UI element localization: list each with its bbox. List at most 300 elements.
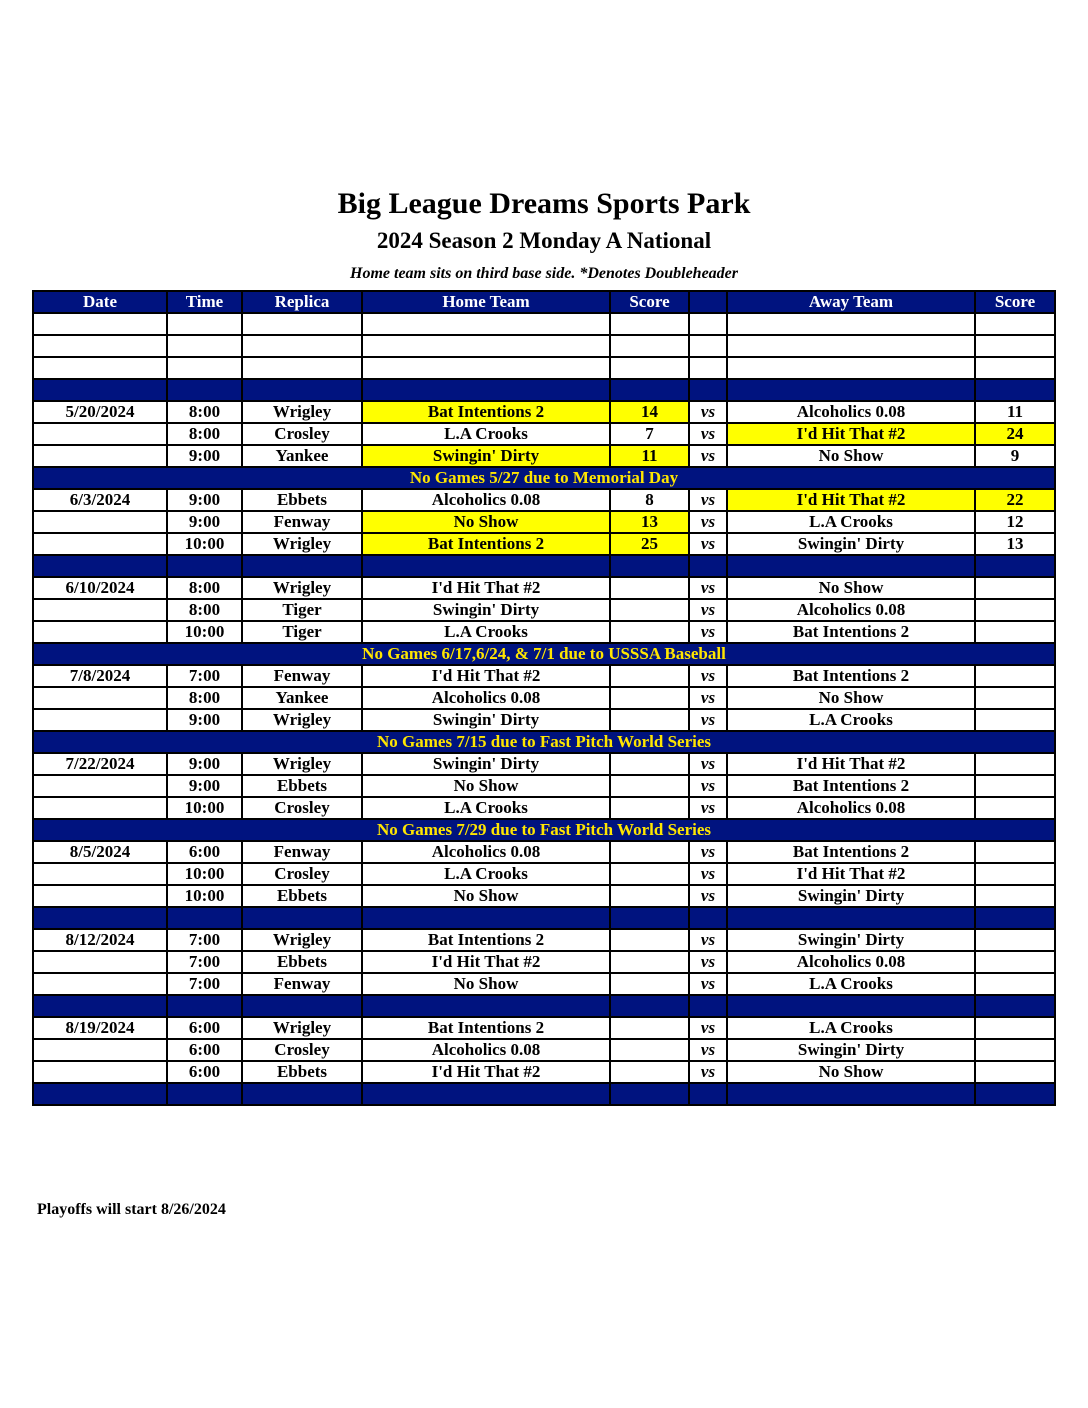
vs-cell: vs (689, 797, 727, 819)
home-score-cell (610, 665, 689, 687)
away-score-cell (975, 599, 1055, 621)
vs-cell: vs (689, 1017, 727, 1039)
empty-cell (689, 1083, 727, 1105)
time-cell: 9:00 (167, 775, 242, 797)
away-team-cell: No Show (727, 445, 975, 467)
game-row (33, 753, 1055, 775)
replica-cell: Ebbets (242, 489, 362, 511)
home-score-cell (610, 973, 689, 995)
empty-cell (242, 555, 362, 577)
time-cell: 8:00 (167, 599, 242, 621)
empty-cell (689, 555, 727, 577)
away-score-cell (975, 709, 1055, 731)
away-score-cell (975, 1039, 1055, 1061)
game-row (33, 709, 1055, 731)
away-team-cell: Alcoholics 0.08 (727, 951, 975, 973)
home-team-cell: Swingin' Dirty (362, 445, 610, 467)
replica-cell: Fenway (242, 841, 362, 863)
empty-row (33, 335, 1055, 357)
empty-cell (610, 357, 689, 379)
empty-cell (727, 555, 975, 577)
vs-cell: vs (689, 885, 727, 907)
empty-cell (33, 335, 167, 357)
page-subtitle: 2024 Season 2 Monday A National (376, 228, 712, 253)
time-cell: 7:00 (167, 665, 242, 687)
empty-cell (975, 379, 1055, 401)
time-cell: 10:00 (167, 797, 242, 819)
game-row (33, 445, 1055, 467)
vs-cell: vs (689, 401, 727, 423)
replica-cell: Ebbets (242, 1061, 362, 1083)
empty-cell (727, 995, 975, 1017)
game-row (33, 1061, 1055, 1083)
date-cell (33, 621, 167, 643)
empty-cell (33, 555, 167, 577)
away-team-cell: Swingin' Dirty (727, 533, 975, 555)
away-score-cell: 9 (975, 445, 1055, 467)
vs-cell: vs (689, 577, 727, 599)
away-team-cell: Bat Intentions 2 (727, 775, 975, 797)
home-score-cell (610, 709, 689, 731)
game-row (33, 599, 1055, 621)
home-team-cell: Alcoholics 0.08 (362, 841, 610, 863)
home-score-cell (610, 929, 689, 951)
empty-cell (689, 995, 727, 1017)
game-row (33, 885, 1055, 907)
game-row (33, 533, 1055, 555)
game-row (33, 863, 1055, 885)
away-score-cell (975, 841, 1055, 863)
empty-cell (610, 1083, 689, 1105)
empty-cell (362, 995, 610, 1017)
no-games-banner-row (33, 731, 1055, 753)
time-cell: 8:00 (167, 687, 242, 709)
home-score-cell (610, 885, 689, 907)
away-team-header: Away Team (727, 291, 975, 313)
empty-cell (689, 313, 727, 335)
empty-cell (689, 357, 727, 379)
home-score-cell (610, 1039, 689, 1061)
away-team-cell: I'd Hit That #2 (727, 423, 975, 445)
home-score-cell: 13 (610, 511, 689, 533)
empty-cell (727, 313, 975, 335)
time-cell: 6:00 (167, 1061, 242, 1083)
away-score-cell: 11 (975, 401, 1055, 423)
home-team-cell: Alcoholics 0.08 (362, 1039, 610, 1061)
time-cell: 9:00 (167, 445, 242, 467)
away-team-cell: L.A Crooks (727, 1017, 975, 1039)
date-cell (33, 951, 167, 973)
away-score-cell (975, 1061, 1055, 1083)
vs-cell: vs (689, 709, 727, 731)
date-cell (33, 709, 167, 731)
date-cell: 8/19/2024 (33, 1017, 167, 1039)
game-row (33, 797, 1055, 819)
empty-cell (610, 995, 689, 1017)
home-team-cell: I'd Hit That #2 (362, 951, 610, 973)
time-cell: 6:00 (167, 1017, 242, 1039)
date-cell (33, 599, 167, 621)
home-score-cell (610, 1017, 689, 1039)
vs-cell: vs (689, 665, 727, 687)
time-cell: 10:00 (167, 621, 242, 643)
vs-cell: vs (689, 445, 727, 467)
home-team-cell: No Show (362, 511, 610, 533)
away-team-cell: Swingin' Dirty (727, 885, 975, 907)
empty-cell (33, 357, 167, 379)
spacer-row (33, 907, 1055, 929)
away-team-cell: I'd Hit That #2 (727, 753, 975, 775)
home-team-cell: L.A Crooks (362, 863, 610, 885)
game-row (33, 665, 1055, 687)
away-team-cell: L.A Crooks (727, 511, 975, 533)
replica-cell: Crosley (242, 797, 362, 819)
away-team-cell: Bat Intentions 2 (727, 841, 975, 863)
home-team-cell: No Show (362, 973, 610, 995)
game-row (33, 511, 1055, 533)
replica-cell: Ebbets (242, 775, 362, 797)
schedule-body (33, 313, 1055, 1105)
game-row (33, 577, 1055, 599)
empty-cell (167, 1083, 242, 1105)
home-score-cell: 14 (610, 401, 689, 423)
spacer-row (33, 555, 1055, 577)
away-score-cell (975, 1017, 1055, 1039)
game-row (33, 1017, 1055, 1039)
home-team-cell: Swingin' Dirty (362, 709, 610, 731)
date-cell (33, 797, 167, 819)
home-team-cell: Bat Intentions 2 (362, 1017, 610, 1039)
time-cell: 8:00 (167, 401, 242, 423)
empty-cell (610, 379, 689, 401)
replica-cell: Wrigley (242, 577, 362, 599)
away-score-cell (975, 665, 1055, 687)
date-cell (33, 973, 167, 995)
game-row (33, 775, 1055, 797)
home-score-cell (610, 841, 689, 863)
away-team-cell: Alcoholics 0.08 (727, 599, 975, 621)
home-score-cell: 7 (610, 423, 689, 445)
empty-cell (242, 907, 362, 929)
schedule-table (32, 290, 1056, 1106)
home-score-cell: 25 (610, 533, 689, 555)
away-score-cell: 13 (975, 533, 1055, 555)
home-team-cell: No Show (362, 775, 610, 797)
date-cell: 8/12/2024 (33, 929, 167, 951)
empty-cell (362, 555, 610, 577)
game-row (33, 929, 1055, 951)
time-cell: 8:00 (167, 423, 242, 445)
home-score-cell (610, 753, 689, 775)
game-row (33, 621, 1055, 643)
vs-cell: vs (689, 1039, 727, 1061)
away-team-cell: No Show (727, 577, 975, 599)
empty-cell (727, 907, 975, 929)
empty-cell (362, 907, 610, 929)
date-cell: 5/20/2024 (33, 401, 167, 423)
replica-cell: Wrigley (242, 929, 362, 951)
game-row (33, 687, 1055, 709)
no-games-banner: No Games 7/15 due to Fast Pitch World Series (33, 731, 1055, 753)
vs-cell: vs (689, 775, 727, 797)
game-row (33, 951, 1055, 973)
empty-cell (727, 335, 975, 357)
away-team-cell: I'd Hit That #2 (727, 489, 975, 511)
date-cell: 6/3/2024 (33, 489, 167, 511)
away-score-cell (975, 885, 1055, 907)
away-score-cell: 12 (975, 511, 1055, 533)
empty-cell (33, 995, 167, 1017)
away-score-cell: 22 (975, 489, 1055, 511)
vs-cell: vs (689, 973, 727, 995)
away-team-cell: I'd Hit That #2 (727, 863, 975, 885)
home-team-cell: Alcoholics 0.08 (362, 489, 610, 511)
date-cell: 7/8/2024 (33, 665, 167, 687)
away-score-cell (975, 621, 1055, 643)
home-team-cell: Bat Intentions 2 (362, 929, 610, 951)
empty-cell (975, 357, 1055, 379)
time-cell: 9:00 (167, 753, 242, 775)
date-cell: 7/22/2024 (33, 753, 167, 775)
home-team-cell: Bat Intentions 2 (362, 401, 610, 423)
replica-cell: Wrigley (242, 401, 362, 423)
page-title: Big League Dreams Sports Park (337, 187, 751, 220)
vs-cell: vs (689, 489, 727, 511)
home-score-cell (610, 621, 689, 643)
empty-cell (33, 907, 167, 929)
empty-cell (33, 313, 167, 335)
replica-cell: Tiger (242, 621, 362, 643)
date-cell: 8/5/2024 (33, 841, 167, 863)
no-games-banner-row (33, 643, 1055, 665)
empty-cell (610, 335, 689, 357)
away-score-cell (975, 951, 1055, 973)
playoffs-note: Playoffs will start 8/26/2024 (37, 1201, 226, 1218)
away-team-cell: No Show (727, 1061, 975, 1083)
home-score-cell (610, 797, 689, 819)
empty-cell (242, 335, 362, 357)
empty-cell (242, 1083, 362, 1105)
home-team-cell: Swingin' Dirty (362, 753, 610, 775)
home-score-cell: 8 (610, 489, 689, 511)
away-team-cell: Alcoholics 0.08 (727, 401, 975, 423)
replica-cell: Ebbets (242, 951, 362, 973)
vs-cell: vs (689, 511, 727, 533)
away-team-cell: Swingin' Dirty (727, 929, 975, 951)
empty-cell (33, 1083, 167, 1105)
home-team-cell: No Show (362, 885, 610, 907)
no-games-banner: No Games 7/29 due to Fast Pitch World Series (33, 819, 1055, 841)
home-score-cell: 11 (610, 445, 689, 467)
empty-cell (975, 995, 1055, 1017)
home-team-cell: Bat Intentions 2 (362, 533, 610, 555)
vs-cell: vs (689, 533, 727, 555)
vs-cell: vs (689, 621, 727, 643)
vs-cell: vs (689, 423, 727, 445)
date-cell: 6/10/2024 (33, 577, 167, 599)
empty-row (33, 357, 1055, 379)
empty-cell (242, 995, 362, 1017)
game-row (33, 423, 1055, 445)
empty-cell (610, 555, 689, 577)
header-row (33, 291, 1055, 313)
empty-cell (727, 379, 975, 401)
vs-cell: vs (689, 951, 727, 973)
empty-cell (242, 379, 362, 401)
empty-cell (362, 379, 610, 401)
away-score-cell (975, 687, 1055, 709)
home-score-header: Score (610, 291, 689, 313)
time-cell: 6:00 (167, 841, 242, 863)
vs-cell: vs (689, 863, 727, 885)
time-cell: 9:00 (167, 489, 242, 511)
empty-cell (167, 995, 242, 1017)
away-team-cell: No Show (727, 687, 975, 709)
empty-cell (167, 357, 242, 379)
empty-cell (975, 313, 1055, 335)
replica-cell: Wrigley (242, 1017, 362, 1039)
empty-cell (167, 907, 242, 929)
home-team-cell: L.A Crooks (362, 621, 610, 643)
away-score-cell (975, 753, 1055, 775)
game-row (33, 841, 1055, 863)
replica-cell: Ebbets (242, 885, 362, 907)
replica-cell: Fenway (242, 665, 362, 687)
empty-cell (975, 1083, 1055, 1105)
empty-cell (362, 1083, 610, 1105)
time-cell: 9:00 (167, 709, 242, 731)
empty-cell (362, 335, 610, 357)
date-cell (33, 511, 167, 533)
away-score-cell (975, 863, 1055, 885)
empty-cell (727, 1083, 975, 1105)
time-cell: 7:00 (167, 951, 242, 973)
date-cell (33, 1061, 167, 1083)
empty-cell (242, 357, 362, 379)
replica-cell: Yankee (242, 687, 362, 709)
away-team-cell: Alcoholics 0.08 (727, 797, 975, 819)
home-score-cell (610, 951, 689, 973)
no-games-banner: No Games 6/17,6/24, & 7/1 due to USSSA Baseball (33, 643, 1055, 665)
date-cell (33, 885, 167, 907)
away-score-cell (975, 775, 1055, 797)
game-row (33, 1039, 1055, 1061)
empty-cell (33, 379, 167, 401)
empty-cell (167, 555, 242, 577)
replica-cell: Wrigley (242, 709, 362, 731)
away-score-cell (975, 797, 1055, 819)
spacer-row (33, 379, 1055, 401)
home-score-cell (610, 1061, 689, 1083)
time-header: Time (167, 291, 242, 313)
empty-cell (610, 907, 689, 929)
empty-cell (975, 907, 1055, 929)
vs-cell: vs (689, 841, 727, 863)
away-score-cell (975, 929, 1055, 951)
away-score-cell (975, 973, 1055, 995)
empty-cell (610, 313, 689, 335)
vs-cell: vs (689, 929, 727, 951)
replica-cell: Tiger (242, 599, 362, 621)
replica-cell: Yankee (242, 445, 362, 467)
spacer-row (33, 1083, 1055, 1105)
away-score-cell: 24 (975, 423, 1055, 445)
game-row (33, 489, 1055, 511)
spacer-row (33, 995, 1055, 1017)
time-cell: 9:00 (167, 511, 242, 533)
replica-header: Replica (242, 291, 362, 313)
schedule-note: Home team sits on third base side. *Denotes Doubleheader (350, 265, 738, 282)
away-team-cell: Bat Intentions 2 (727, 621, 975, 643)
empty-cell (689, 907, 727, 929)
home-score-cell (610, 863, 689, 885)
empty-cell (975, 335, 1055, 357)
away-team-cell: Swingin' Dirty (727, 1039, 975, 1061)
away-score-header: Score (975, 291, 1055, 313)
date-cell (33, 775, 167, 797)
empty-cell (362, 357, 610, 379)
time-cell: 10:00 (167, 863, 242, 885)
vs-cell: vs (689, 753, 727, 775)
empty-cell (167, 379, 242, 401)
time-cell: 10:00 (167, 533, 242, 555)
no-games-banner-row (33, 467, 1055, 489)
empty-cell (727, 357, 975, 379)
date-cell (33, 863, 167, 885)
game-row (33, 401, 1055, 423)
empty-row (33, 313, 1055, 335)
time-cell: 10:00 (167, 885, 242, 907)
no-games-banner: No Games 5/27 due to Memorial Day (33, 467, 1055, 489)
home-score-cell (610, 577, 689, 599)
date-cell (33, 687, 167, 709)
date-cell (33, 423, 167, 445)
home-team-cell: Swingin' Dirty (362, 599, 610, 621)
date-header: Date (33, 291, 167, 313)
home-team-cell: Alcoholics 0.08 (362, 687, 610, 709)
time-cell: 7:00 (167, 929, 242, 951)
away-team-cell: L.A Crooks (727, 709, 975, 731)
replica-cell: Fenway (242, 973, 362, 995)
empty-cell (362, 313, 610, 335)
away-score-cell (975, 577, 1055, 599)
vs-cell: vs (689, 599, 727, 621)
away-team-cell: Bat Intentions 2 (727, 665, 975, 687)
empty-cell (975, 555, 1055, 577)
empty-cell (167, 335, 242, 357)
home-team-cell: L.A Crooks (362, 797, 610, 819)
home-score-cell (610, 599, 689, 621)
home-score-cell (610, 687, 689, 709)
vs-cell: vs (689, 1061, 727, 1083)
empty-cell (689, 335, 727, 357)
game-row (33, 973, 1055, 995)
date-cell (33, 533, 167, 555)
replica-cell: Crosley (242, 423, 362, 445)
empty-cell (689, 379, 727, 401)
time-cell: 8:00 (167, 577, 242, 599)
replica-cell: Crosley (242, 863, 362, 885)
vs-header (689, 291, 727, 313)
replica-cell: Crosley (242, 1039, 362, 1061)
replica-cell: Wrigley (242, 533, 362, 555)
home-score-cell (610, 775, 689, 797)
replica-cell: Wrigley (242, 753, 362, 775)
date-cell (33, 445, 167, 467)
home-team-cell: I'd Hit That #2 (362, 665, 610, 687)
empty-cell (167, 313, 242, 335)
vs-cell: vs (689, 687, 727, 709)
